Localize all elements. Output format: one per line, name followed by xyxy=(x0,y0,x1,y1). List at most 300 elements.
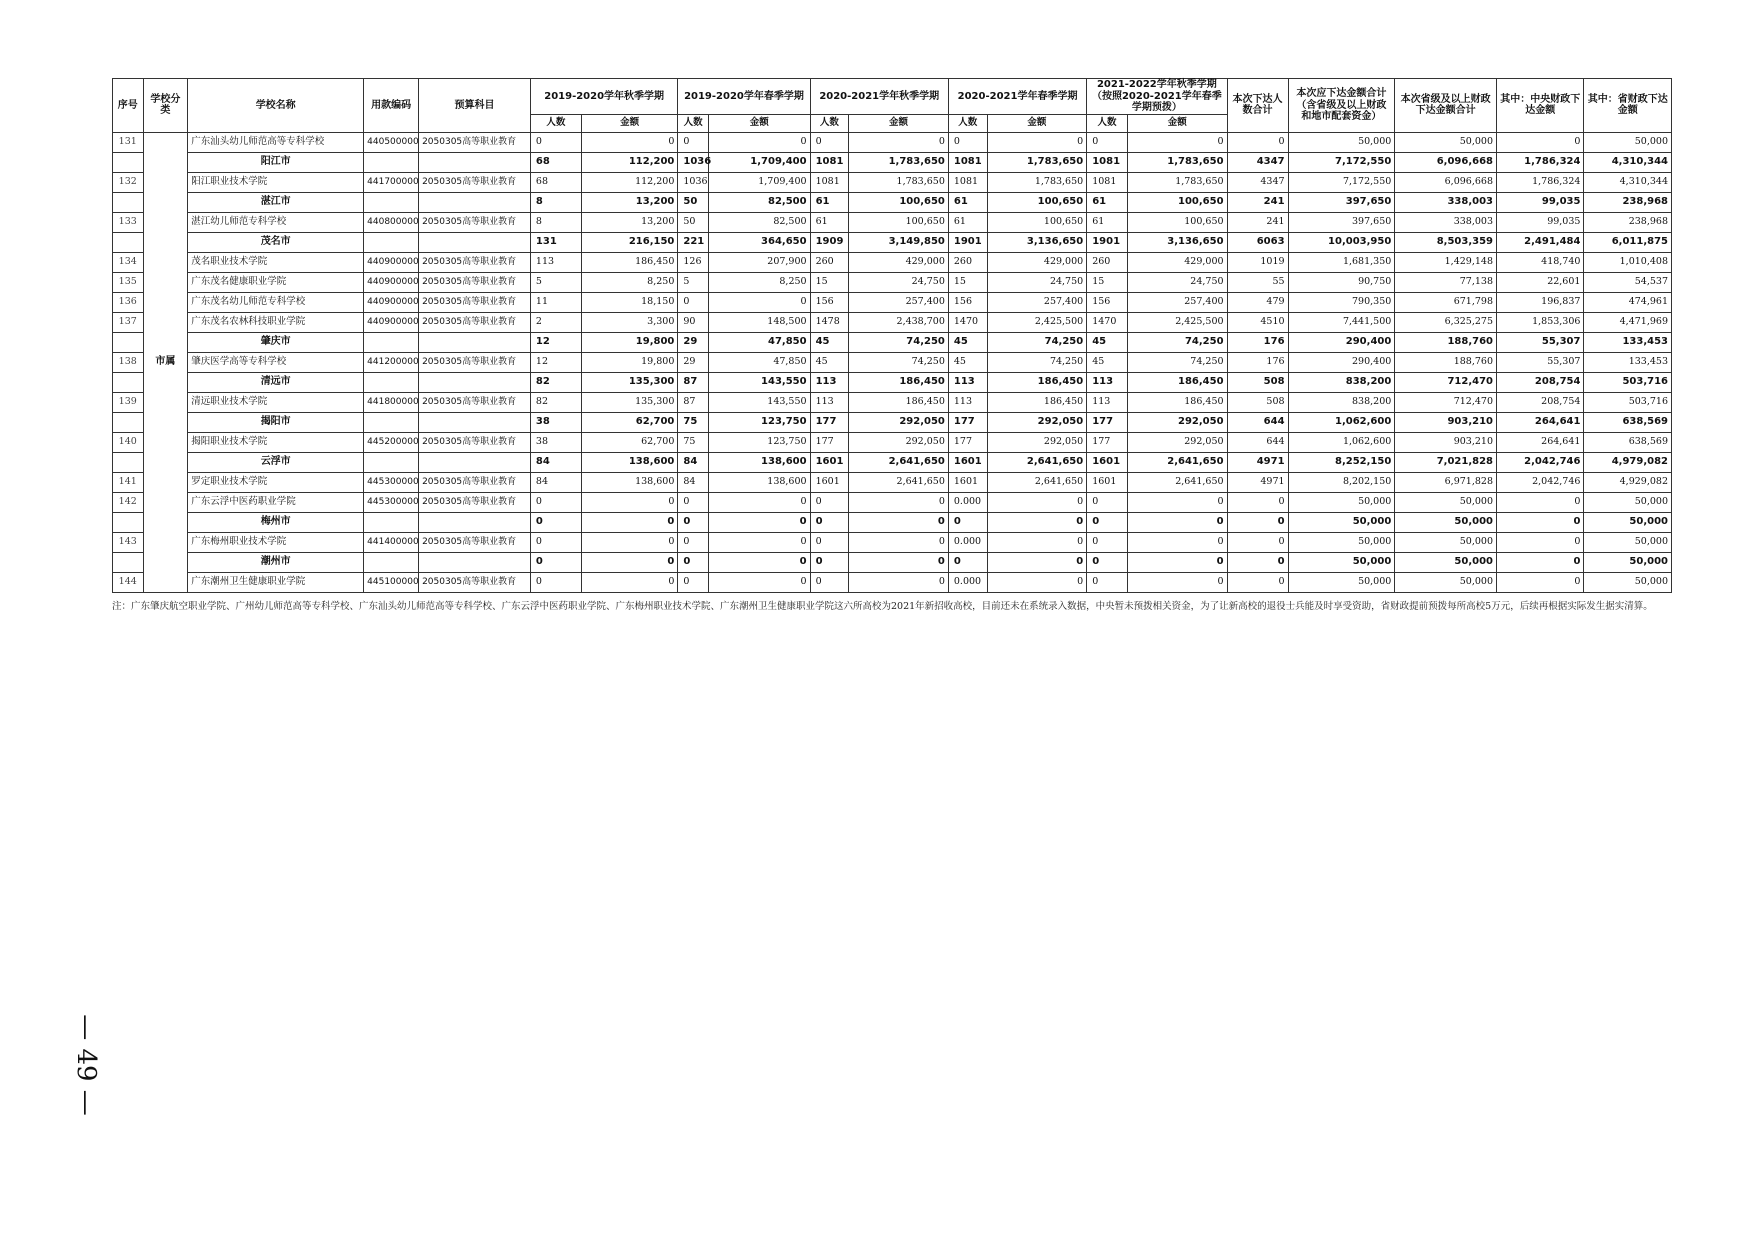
table-row xyxy=(113,272,1672,292)
header-term3: 2020-2021学年秋季学期 xyxy=(810,79,948,115)
code-cell: 440500000 xyxy=(364,132,419,152)
value-cell: 0 xyxy=(1087,572,1128,592)
value-cell: 74,250 xyxy=(1127,352,1227,372)
value-cell: 50 xyxy=(678,192,709,212)
seq-cell: 132 xyxy=(113,172,144,192)
city-subtotal-row xyxy=(113,452,1672,472)
value-cell: 0 xyxy=(530,132,581,152)
value-cell: 0 xyxy=(581,492,678,512)
value-cell: 0 xyxy=(1227,552,1288,572)
school-name-cell: 揭阳职业技术学院 xyxy=(188,432,364,452)
value-cell: 0 xyxy=(1497,552,1584,572)
value-cell: 238,968 xyxy=(1584,212,1672,232)
budget-cell xyxy=(419,552,531,572)
value-cell: 479 xyxy=(1227,292,1288,312)
page-number: — 49 — xyxy=(71,1014,101,1116)
value-cell: 208,754 xyxy=(1497,392,1584,412)
seq-cell xyxy=(113,372,144,392)
value-cell: 1909 xyxy=(810,232,849,252)
seq-cell: 137 xyxy=(113,312,144,332)
value-cell: 0 xyxy=(810,132,849,152)
table-row xyxy=(113,472,1672,492)
value-cell: 156 xyxy=(810,292,849,312)
value-cell: 0 xyxy=(1227,572,1288,592)
value-cell: 131 xyxy=(530,232,581,252)
value-cell: 0 xyxy=(581,572,678,592)
value-cell: 50,000 xyxy=(1395,492,1497,512)
value-cell: 2,641,650 xyxy=(1127,452,1227,472)
value-cell: 0 xyxy=(1087,132,1128,152)
subheader-amount: 金额 xyxy=(987,114,1087,132)
school-name-cell: 广东云浮中医药职业学院 xyxy=(188,492,364,512)
budget-cell: 2050305高等职业教育 xyxy=(419,432,531,452)
value-cell: 0 xyxy=(1227,492,1288,512)
header-provincial: 其中：省财政下达金额 xyxy=(1584,79,1672,133)
value-cell: 1081 xyxy=(948,152,987,172)
value-cell: 62,700 xyxy=(581,412,678,432)
budget-cell: 2050305高等职业教育 xyxy=(419,532,531,552)
code-cell xyxy=(364,152,419,172)
value-cell: 1,429,148 xyxy=(1395,252,1497,272)
code-cell xyxy=(364,232,419,252)
seq-cell: 138 xyxy=(113,352,144,372)
value-cell: 50,000 xyxy=(1584,572,1672,592)
footnote: 注：广东肇庆航空职业学院、广州幼儿师范高等专科学校、广东汕头幼儿师范高等专科学校、广东云浮中医药职业学院、广东梅州职业技术学院、广东潮州卫生健康职业学院这六所高校为2021年新招收高校，目前还未在系统录入数据，中央暂未预拨相关资金，为了让新高校的退役士兵能及时享受资助，省财政提前预拨每所高校5万元，后续再根据实际发生据实清算。 xyxy=(112,601,1653,612)
value-cell: 61 xyxy=(810,212,849,232)
city-name-cell: 茂名市 xyxy=(188,232,364,252)
value-cell: 0 xyxy=(1087,532,1128,552)
value-cell: 1,709,400 xyxy=(708,172,810,192)
value-cell: 1,783,650 xyxy=(987,172,1087,192)
school-name-cell: 广东汕头幼儿师范高等专科学校 xyxy=(188,132,364,152)
value-cell: 4,929,082 xyxy=(1584,472,1672,492)
value-cell: 0 xyxy=(530,572,581,592)
value-cell: 55,307 xyxy=(1497,352,1584,372)
value-cell: 100,650 xyxy=(1127,192,1227,212)
value-cell: 50,000 xyxy=(1288,512,1395,532)
value-cell: 216,150 xyxy=(581,232,678,252)
value-cell: 1081 xyxy=(1087,172,1128,192)
school-name-cell: 罗定职业技术学院 xyxy=(188,472,364,492)
budget-cell xyxy=(419,412,531,432)
value-cell: 24,750 xyxy=(1127,272,1227,292)
value-cell: 638,569 xyxy=(1584,412,1672,432)
value-cell: 429,000 xyxy=(987,252,1087,272)
value-cell: 6063 xyxy=(1227,232,1288,252)
value-cell: 1,709,400 xyxy=(708,152,810,172)
value-cell: 638,569 xyxy=(1584,432,1672,452)
code-cell: 440800000 xyxy=(364,212,419,232)
city-subtotal-row xyxy=(113,512,1672,532)
value-cell: 1,010,408 xyxy=(1584,252,1672,272)
value-cell: 0 xyxy=(530,492,581,512)
value-cell: 135,300 xyxy=(581,372,678,392)
value-cell: 1601 xyxy=(1087,472,1128,492)
school-name-cell: 广东茂名农林科技职业学院 xyxy=(188,312,364,332)
value-cell: 74,250 xyxy=(987,332,1087,352)
value-cell: 45 xyxy=(1087,332,1128,352)
value-cell: 2,641,650 xyxy=(1127,472,1227,492)
value-cell: 61 xyxy=(810,192,849,212)
value-cell: 15 xyxy=(948,272,987,292)
value-cell: 264,641 xyxy=(1497,412,1584,432)
seq-cell xyxy=(113,452,144,472)
value-cell: 0 xyxy=(1127,132,1227,152)
value-cell: 1470 xyxy=(1087,312,1128,332)
value-cell: 257,400 xyxy=(849,292,949,312)
value-cell: 903,210 xyxy=(1395,412,1497,432)
value-cell: 0 xyxy=(1127,552,1227,572)
value-cell: 0 xyxy=(948,552,987,572)
value-cell: 45 xyxy=(810,332,849,352)
value-cell: 241 xyxy=(1227,212,1288,232)
value-cell: 0 xyxy=(987,132,1087,152)
code-cell: 440900000 xyxy=(364,252,419,272)
city-name-cell: 清远市 xyxy=(188,372,364,392)
value-cell: 2,425,500 xyxy=(987,312,1087,332)
value-cell: 4971 xyxy=(1227,472,1288,492)
value-cell: 838,200 xyxy=(1288,392,1395,412)
seq-cell: 133 xyxy=(113,212,144,232)
header-total-amount: 本次应下达金额合计（含省级及以上财政和地市配套资金） xyxy=(1288,79,1395,133)
value-cell: 113 xyxy=(810,372,849,392)
table-row xyxy=(113,132,1672,152)
value-cell: 19,800 xyxy=(581,332,678,352)
value-cell: 77,138 xyxy=(1395,272,1497,292)
value-cell: 8,250 xyxy=(581,272,678,292)
subheader-people: 人数 xyxy=(810,114,849,132)
value-cell: 1601 xyxy=(810,452,849,472)
subheader-people: 人数 xyxy=(678,114,709,132)
seq-cell: 144 xyxy=(113,572,144,592)
value-cell: 0 xyxy=(678,572,709,592)
value-cell: 257,400 xyxy=(987,292,1087,312)
city-name-cell: 云浮市 xyxy=(188,452,364,472)
value-cell: 99,035 xyxy=(1497,212,1584,232)
budget-cell: 2050305高等职业教育 xyxy=(419,472,531,492)
value-cell: 0 xyxy=(678,552,709,572)
value-cell: 138,600 xyxy=(581,452,678,472)
value-cell: 0 xyxy=(810,492,849,512)
value-cell: 8 xyxy=(530,212,581,232)
value-cell: 1036 xyxy=(678,172,709,192)
value-cell: 292,050 xyxy=(849,432,949,452)
value-cell: 38 xyxy=(530,412,581,432)
value-cell: 188,760 xyxy=(1395,352,1497,372)
value-cell: 84 xyxy=(530,452,581,472)
value-cell: 186,450 xyxy=(987,372,1087,392)
value-cell: 8,202,150 xyxy=(1288,472,1395,492)
value-cell: 1,783,650 xyxy=(1127,172,1227,192)
header-term5: 2021-2022学年秋季学期（按照2020-2021学年春季学期预拨） xyxy=(1087,79,1227,115)
value-cell: 260 xyxy=(1087,252,1128,272)
value-cell: 45 xyxy=(948,332,987,352)
value-cell: 1,783,650 xyxy=(849,172,949,192)
table-row xyxy=(113,492,1672,512)
value-cell: 186,450 xyxy=(849,372,949,392)
value-cell: 6,096,668 xyxy=(1395,152,1497,172)
value-cell: 0 xyxy=(849,572,949,592)
seq-cell xyxy=(113,512,144,532)
value-cell: 3,300 xyxy=(581,312,678,332)
value-cell: 50,000 xyxy=(1395,512,1497,532)
value-cell: 113 xyxy=(1087,372,1128,392)
value-cell: 0 xyxy=(708,492,810,512)
value-cell: 7,172,550 xyxy=(1288,172,1395,192)
value-cell: 176 xyxy=(1227,352,1288,372)
value-cell: 143,550 xyxy=(708,392,810,412)
value-cell: 0 xyxy=(708,512,810,532)
value-cell: 0 xyxy=(1127,512,1227,532)
value-cell: 1019 xyxy=(1227,252,1288,272)
value-cell: 123,750 xyxy=(708,412,810,432)
value-cell: 82,500 xyxy=(708,192,810,212)
subheader-amount: 金额 xyxy=(581,114,678,132)
value-cell: 503,716 xyxy=(1584,372,1672,392)
value-cell: 474,961 xyxy=(1584,292,1672,312)
value-cell: 0 xyxy=(987,492,1087,512)
value-cell: 84 xyxy=(530,472,581,492)
seq-cell xyxy=(113,192,144,212)
value-cell: 13,200 xyxy=(581,192,678,212)
value-cell: 0 xyxy=(1497,572,1584,592)
school-name-cell: 广东茂名健康职业学院 xyxy=(188,272,364,292)
subheader-people: 人数 xyxy=(948,114,987,132)
value-cell: 4347 xyxy=(1227,152,1288,172)
city-name-cell: 湛江市 xyxy=(188,192,364,212)
value-cell: 2,042,746 xyxy=(1497,452,1584,472)
value-cell: 644 xyxy=(1227,432,1288,452)
seq-cell xyxy=(113,412,144,432)
value-cell: 156 xyxy=(948,292,987,312)
value-cell: 8 xyxy=(530,192,581,212)
value-cell: 0 xyxy=(1087,492,1128,512)
value-cell: 113 xyxy=(530,252,581,272)
value-cell: 838,200 xyxy=(1288,372,1395,392)
value-cell: 4510 xyxy=(1227,312,1288,332)
city-subtotal-row xyxy=(113,332,1672,352)
header-term4: 2020-2021学年春季学期 xyxy=(948,79,1086,115)
value-cell: 50,000 xyxy=(1395,132,1497,152)
seq-cell: 135 xyxy=(113,272,144,292)
value-cell: 1601 xyxy=(948,472,987,492)
value-cell: 0 xyxy=(678,132,709,152)
value-cell: 0 xyxy=(1127,532,1227,552)
value-cell: 0 xyxy=(708,552,810,572)
value-cell: 292,050 xyxy=(987,412,1087,432)
value-cell: 10,003,950 xyxy=(1288,232,1395,252)
value-cell: 186,450 xyxy=(987,392,1087,412)
code-cell: 441200000 xyxy=(364,352,419,372)
value-cell: 61 xyxy=(1087,192,1128,212)
value-cell: 4,979,082 xyxy=(1584,452,1672,472)
budget-cell: 2050305高等职业教育 xyxy=(419,132,531,152)
value-cell: 290,400 xyxy=(1288,352,1395,372)
value-cell: 68 xyxy=(530,152,581,172)
value-cell: 29 xyxy=(678,352,709,372)
value-cell: 429,000 xyxy=(849,252,949,272)
seq-cell: 140 xyxy=(113,432,144,452)
value-cell: 186,450 xyxy=(1127,392,1227,412)
value-cell: 74,250 xyxy=(1127,332,1227,352)
value-cell: 2,438,700 xyxy=(849,312,949,332)
value-cell: 50,000 xyxy=(1395,552,1497,572)
value-cell: 292,050 xyxy=(849,412,949,432)
value-cell: 177 xyxy=(810,432,849,452)
code-cell xyxy=(364,512,419,532)
table-row xyxy=(113,572,1672,592)
value-cell: 364,650 xyxy=(708,232,810,252)
seq-cell xyxy=(113,332,144,352)
value-cell: 7,021,828 xyxy=(1395,452,1497,472)
value-cell: 1,783,650 xyxy=(849,152,949,172)
value-cell: 113 xyxy=(948,372,987,392)
value-cell: 397,650 xyxy=(1288,212,1395,232)
value-cell: 135,300 xyxy=(581,392,678,412)
value-cell: 50,000 xyxy=(1584,132,1672,152)
value-cell: 123,750 xyxy=(708,432,810,452)
value-cell: 47,850 xyxy=(708,332,810,352)
value-cell: 156 xyxy=(1087,292,1128,312)
allocation-table xyxy=(112,78,1672,593)
value-cell: 238,968 xyxy=(1584,192,1672,212)
value-cell: 0 xyxy=(987,532,1087,552)
value-cell: 50,000 xyxy=(1395,532,1497,552)
value-cell: 82,500 xyxy=(708,212,810,232)
city-subtotal-row xyxy=(113,412,1672,432)
value-cell: 100,650 xyxy=(987,192,1087,212)
table-row xyxy=(113,432,1672,452)
value-cell: 0 xyxy=(581,532,678,552)
value-cell: 418,740 xyxy=(1497,252,1584,272)
value-cell: 133,453 xyxy=(1584,332,1672,352)
value-cell: 0 xyxy=(1497,512,1584,532)
value-cell: 45 xyxy=(1087,352,1128,372)
value-cell: 429,000 xyxy=(1127,252,1227,272)
value-cell: 50 xyxy=(678,212,709,232)
value-cell: 6,325,275 xyxy=(1395,312,1497,332)
value-cell: 903,210 xyxy=(1395,432,1497,452)
table-row xyxy=(113,252,1672,272)
value-cell: 90 xyxy=(678,312,709,332)
value-cell: 50,000 xyxy=(1584,492,1672,512)
value-cell: 0 xyxy=(708,572,810,592)
value-cell: 508 xyxy=(1227,392,1288,412)
value-cell: 6,011,875 xyxy=(1584,232,1672,252)
subheader-amount: 金额 xyxy=(1127,114,1227,132)
value-cell: 508 xyxy=(1227,372,1288,392)
school-name-cell: 广东梅州职业技术学院 xyxy=(188,532,364,552)
value-cell: 38 xyxy=(530,432,581,452)
value-cell: 82 xyxy=(530,392,581,412)
code-cell: 445300000 xyxy=(364,472,419,492)
value-cell: 0 xyxy=(581,132,678,152)
value-cell: 257,400 xyxy=(1127,292,1227,312)
subheader-people: 人数 xyxy=(1087,114,1128,132)
value-cell: 0 xyxy=(1497,532,1584,552)
value-cell: 207,900 xyxy=(708,252,810,272)
code-cell: 445200000 xyxy=(364,432,419,452)
school-name-cell: 湛江幼儿师范专科学校 xyxy=(188,212,364,232)
value-cell: 196,837 xyxy=(1497,292,1584,312)
code-cell xyxy=(364,452,419,472)
city-name-cell: 潮州市 xyxy=(188,552,364,572)
city-subtotal-row xyxy=(113,152,1672,172)
header-central: 其中：中央财政下达金额 xyxy=(1497,79,1584,133)
value-cell: 1901 xyxy=(1087,232,1128,252)
budget-cell: 2050305高等职业教育 xyxy=(419,492,531,512)
value-cell: 0 xyxy=(987,552,1087,572)
value-cell: 87 xyxy=(678,392,709,412)
school-name-cell: 广东茂名幼儿师范专科学校 xyxy=(188,292,364,312)
value-cell: 0 xyxy=(810,572,849,592)
header-term1: 2019-2020学年秋季学期 xyxy=(530,79,677,115)
value-cell: 186,450 xyxy=(1127,372,1227,392)
value-cell: 13,200 xyxy=(581,212,678,232)
value-cell: 1081 xyxy=(948,172,987,192)
subheader-people: 人数 xyxy=(530,114,581,132)
value-cell: 1081 xyxy=(1087,152,1128,172)
city-subtotal-row xyxy=(113,552,1672,572)
value-cell: 2,491,484 xyxy=(1497,232,1584,252)
value-cell: 138,600 xyxy=(708,452,810,472)
value-cell: 503,716 xyxy=(1584,392,1672,412)
value-cell: 1601 xyxy=(810,472,849,492)
value-cell: 99,035 xyxy=(1497,192,1584,212)
value-cell: 2,641,650 xyxy=(849,452,949,472)
value-cell: 0 xyxy=(708,532,810,552)
value-cell: 143,550 xyxy=(708,372,810,392)
header-total-count: 本次下达人数合计 xyxy=(1227,79,1288,133)
value-cell: 2,042,746 xyxy=(1497,472,1584,492)
school-name-cell: 清远职业技术学院 xyxy=(188,392,364,412)
code-cell xyxy=(364,372,419,392)
value-cell: 75 xyxy=(678,432,709,452)
value-cell: 4,310,344 xyxy=(1584,172,1672,192)
value-cell: 1601 xyxy=(948,452,987,472)
seq-cell: 131 xyxy=(113,132,144,152)
header-budget: 预算科目 xyxy=(419,79,531,133)
value-cell: 177 xyxy=(1087,412,1128,432)
code-cell: 445100000 xyxy=(364,572,419,592)
value-cell: 113 xyxy=(948,392,987,412)
value-cell: 1081 xyxy=(810,172,849,192)
value-cell: 1,783,650 xyxy=(1127,152,1227,172)
value-cell: 15 xyxy=(1087,272,1128,292)
value-cell: 0 xyxy=(708,132,810,152)
value-cell: 186,450 xyxy=(849,392,949,412)
code-cell: 440900000 xyxy=(364,312,419,332)
value-cell: 1470 xyxy=(948,312,987,332)
budget-cell xyxy=(419,372,531,392)
value-cell: 241 xyxy=(1227,192,1288,212)
seq-cell xyxy=(113,552,144,572)
value-cell: 644 xyxy=(1227,412,1288,432)
value-cell: 0 xyxy=(530,512,581,532)
seq-cell: 136 xyxy=(113,292,144,312)
value-cell: 1,062,600 xyxy=(1288,432,1395,452)
value-cell: 61 xyxy=(948,192,987,212)
value-cell: 50,000 xyxy=(1288,492,1395,512)
value-cell: 54,537 xyxy=(1584,272,1672,292)
value-cell: 0 xyxy=(1227,132,1288,152)
value-cell: 6,971,828 xyxy=(1395,472,1497,492)
value-cell: 8,503,359 xyxy=(1395,232,1497,252)
budget-cell xyxy=(419,332,531,352)
value-cell: 2,425,500 xyxy=(1127,312,1227,332)
value-cell: 50,000 xyxy=(1584,512,1672,532)
value-cell: 68 xyxy=(530,172,581,192)
